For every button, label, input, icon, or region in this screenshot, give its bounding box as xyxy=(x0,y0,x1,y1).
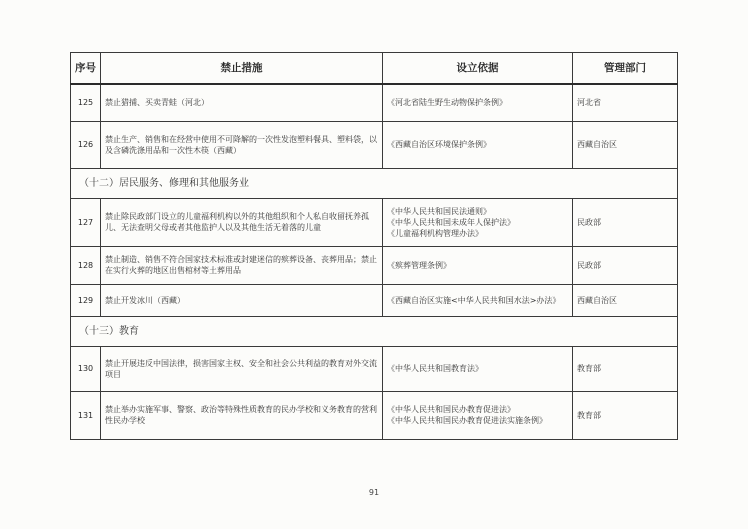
row-basis xyxy=(383,246,573,284)
basis-line: 《中华人民共和国未成年人保护法》 xyxy=(387,217,515,227)
row-dept: 西藏自治区 xyxy=(573,284,678,316)
row-dept: 民政部 xyxy=(573,198,678,246)
header-basis: 设立依据 xyxy=(383,53,573,85)
row-measure: 禁止猎捕、买卖青蛙（河北） xyxy=(101,84,383,121)
row-dept: 民政部 xyxy=(573,246,678,284)
row-number: 125 xyxy=(71,84,101,121)
row-number: 131 xyxy=(71,391,101,439)
row-basis xyxy=(383,198,573,246)
basis-line: 《儿童福利机构管理办法》 xyxy=(387,228,483,238)
table-row xyxy=(71,284,678,316)
row-number: 129 xyxy=(71,284,101,316)
row-dept: 西藏自治区 xyxy=(573,121,678,168)
row-measure: 禁止制造、销售不符合国家技术标准或封建迷信的殡葬设备、丧葬用品；禁止在实行火葬的地区出售棺材等土葬用品 xyxy=(101,246,383,284)
row-measure: 禁止生产、销售和在经营中使用不可降解的一次性发泡塑料餐具、塑料袋，以及含磷洗涤用品和一次性木筷（西藏） xyxy=(101,121,383,168)
row-measure: 禁止开展违反中国法律，损害国家主权、安全和社会公共利益的教育对外交流项目 xyxy=(101,346,383,391)
section-title: （十二）居民服务、修理和其他服务业 xyxy=(71,168,678,198)
table-row xyxy=(71,198,678,246)
section-row xyxy=(71,168,678,198)
basis-line: 《殡葬管理条例》 xyxy=(387,260,451,270)
row-basis xyxy=(383,84,573,121)
row-number: 128 xyxy=(71,246,101,284)
basis-line: 《河北省陆生野生动物保护条例》 xyxy=(387,98,507,108)
header-measure: 禁止措施 xyxy=(101,53,383,85)
row-number: 126 xyxy=(71,121,101,168)
table-row xyxy=(71,246,678,284)
row-dept: 教育部 xyxy=(573,391,678,439)
measures-table xyxy=(70,52,678,440)
basis-line: 《西藏自治区实施<中华人民共和国水法>办法》 xyxy=(387,295,561,305)
page-number: 91 xyxy=(368,488,380,497)
row-dept: 河北省 xyxy=(573,84,678,121)
section-title: （十三）教育 xyxy=(71,316,678,346)
table-row xyxy=(71,391,678,439)
row-basis xyxy=(383,346,573,391)
basis-line: 《中华人民共和国民办教育促进法》 xyxy=(387,405,515,414)
basis-line: 《中华人民共和国教育法》 xyxy=(387,364,483,373)
basis-line: 《中华人民共和国民法通则》 xyxy=(387,206,491,216)
table-row xyxy=(71,84,678,121)
row-measure: 禁止开发冰川（西藏） xyxy=(101,284,383,316)
table-header-row xyxy=(71,53,678,85)
row-basis xyxy=(383,284,573,316)
row-dept: 教育部 xyxy=(573,346,678,391)
basis-line: 《中华人民共和国民办教育促进法实施条例》 xyxy=(387,416,547,425)
row-number: 130 xyxy=(71,346,101,391)
row-number: 127 xyxy=(71,198,101,246)
row-measure: 禁止除民政部门设立的儿童福利机构以外的其他组织和个人私自收留抚养孤儿、无法查明父母或者其他监护人以及其他生活无着落的儿童 xyxy=(101,198,383,246)
row-basis xyxy=(383,121,573,168)
table-row xyxy=(71,346,678,391)
table-row xyxy=(71,121,678,168)
section-row xyxy=(71,316,678,346)
basis-line: 《西藏自治区环境保护条例》 xyxy=(387,140,491,149)
header-dept: 管理部门 xyxy=(573,53,678,85)
row-measure: 禁止举办实施军事、警察、政治等特殊性质教育的民办学校和义务教育的营利性民办学校 xyxy=(101,391,383,439)
header-no: 序号 xyxy=(71,53,101,85)
row-basis xyxy=(383,391,573,439)
